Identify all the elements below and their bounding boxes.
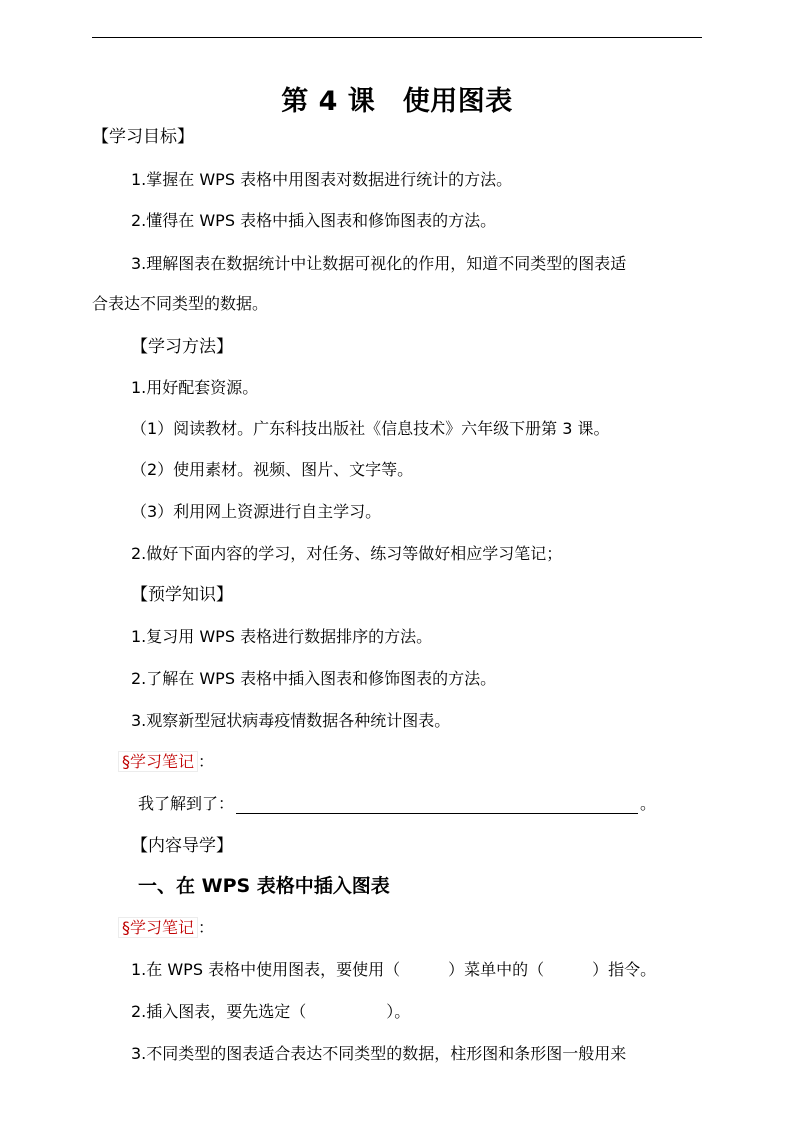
goal-item-1: 1.掌握在 WPS 表格中用图表对数据进行统计的方法。	[131, 170, 513, 189]
goal-item-3b: 合表达不同类型的数据。	[92, 294, 269, 313]
method-item-2: 2.做好下面内容的学习，对任务、练习等做好相应学习笔记；	[131, 544, 563, 563]
learned-answer-field[interactable]	[236, 797, 638, 814]
question-2: 2.插入图表，要先选定（ ）。	[131, 1002, 411, 1021]
question-3: 3.不同类型的图表适合表达不同类型的数据，柱形图和条形图一般用来	[131, 1044, 627, 1063]
goals-heading: 【学习目标】	[92, 127, 194, 147]
learned-line	[138, 794, 656, 814]
method-sub-2: （2）使用素材。视频、图片、文字等。	[131, 460, 414, 479]
preview-item-1: 1.复习用 WPS 表格进行数据排序的方法。	[131, 627, 433, 646]
study-note-2	[118, 918, 214, 938]
study-note-1	[118, 752, 214, 772]
method-sub-1: （1）阅读教材。广东科技出版社《信息技术》六年级下册第 3 课。	[131, 419, 610, 438]
methods-heading: 【学习方法】	[131, 337, 233, 357]
header-rule	[92, 37, 702, 38]
study-note-colon: ：	[198, 752, 215, 771]
learned-prefix: 我了解到了：	[138, 794, 235, 813]
study-note-label: §学习笔记	[118, 917, 198, 938]
study-note-colon: ：	[198, 918, 215, 937]
preview-heading: 【预学知识】	[131, 585, 233, 605]
learned-suffix: 。	[640, 794, 657, 813]
method-item-1: 1.用好配套资源。	[131, 378, 259, 397]
method-sub-3: （3）利用网上资源进行自主学习。	[131, 502, 382, 521]
preview-item-3: 3.观察新型冠状病毒疫情数据各种统计图表。	[131, 711, 451, 730]
goal-item-3a: 3.理解图表在数据统计中让数据可视化的作用，知道不同类型的图表适	[131, 254, 627, 273]
question-1: 1.在 WPS 表格中使用图表，要使用（ ）菜单中的（ ）指令。	[131, 960, 657, 979]
study-note-label: §学习笔记	[118, 751, 198, 772]
goal-item-2: 2.懂得在 WPS 表格中插入图表和修饰图表的方法。	[131, 211, 497, 230]
section-1-heading: 一、在 WPS 表格中插入图表	[138, 875, 390, 897]
content-heading: 【内容导学】	[131, 836, 233, 856]
page-title: 第 4 课 使用图表	[281, 86, 513, 117]
preview-item-2: 2.了解在 WPS 表格中插入图表和修饰图表的方法。	[131, 669, 497, 688]
